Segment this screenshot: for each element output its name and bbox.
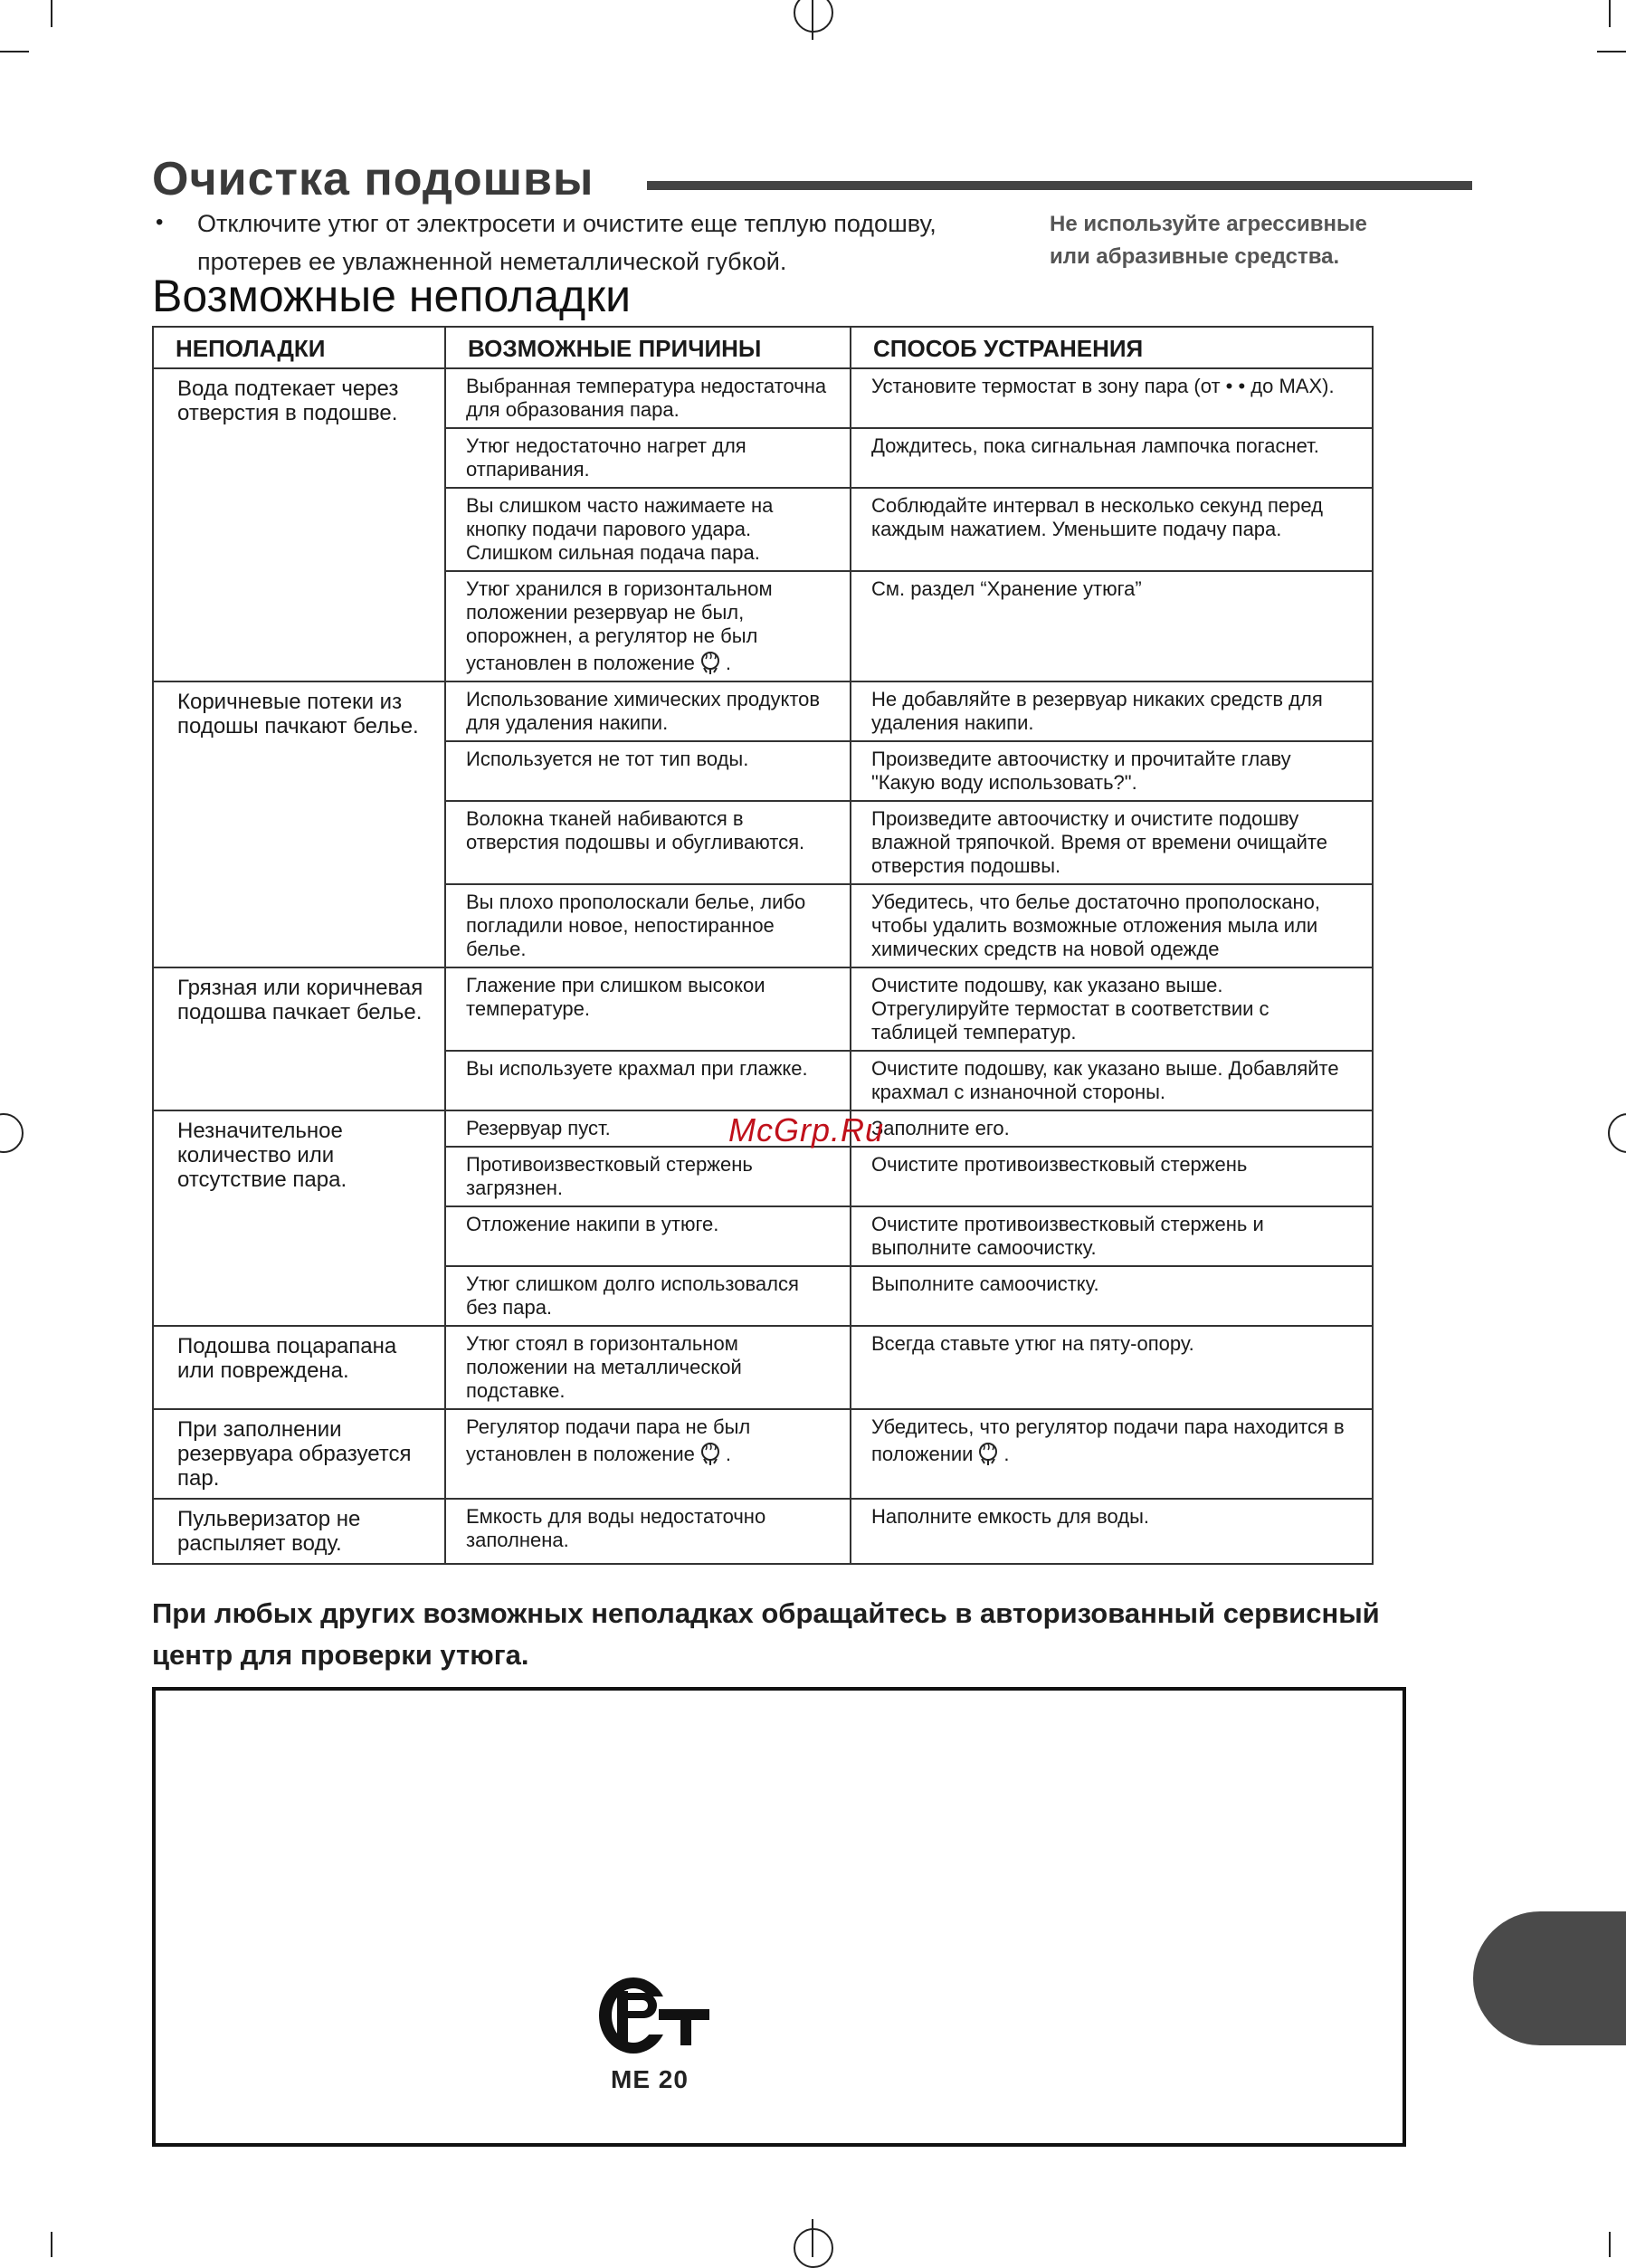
problem-cell: При заполнении резервуара образуется пар. (153, 1409, 445, 1499)
remedy-text: Не добавляйте в резервуар никаких средств для удаления накипи. (871, 688, 1323, 734)
header-problem: НЕПОЛАДКИ (153, 327, 445, 368)
remedy-text: См. раздел “Хранение утюга” (871, 577, 1142, 600)
cleaning-text: Отключите утюг от электросети и очистите еще теплую подошву, протерев ее увлажненной неметаллической губкой. (197, 210, 937, 275)
cause-text: Вы плохо прополоскали белье, либо погладили новое, непостиранное белье. (466, 891, 806, 960)
problem-cell: Пульверизатор не распыляет воду. (153, 1499, 445, 1564)
rst-logo-icon (597, 1975, 715, 2056)
remedy-cell (851, 884, 1373, 967)
table-row (153, 1499, 1373, 1564)
cause-cell (445, 741, 851, 801)
registration-mark-right (1608, 1113, 1626, 1153)
rst-certification-logo (597, 1975, 715, 2056)
remedy-text: Выполните самоочистку. (871, 1272, 1099, 1295)
cause-cell (445, 488, 851, 571)
cause-end: . (725, 1443, 732, 1465)
cause-cell (445, 368, 851, 428)
steam-off-icon (697, 1439, 724, 1466)
cause-text: Противоизвестковый стержень загрязнен. (466, 1153, 753, 1199)
certification-box (152, 1687, 1406, 2147)
cause-text: Утюг стоял в горизонтальном положении на металлической подставке. (466, 1332, 742, 1402)
cause-cell (445, 681, 851, 741)
cause-cell (445, 428, 851, 488)
problem-cell: Незначительное количество или отсутствие пара. (153, 1110, 445, 1326)
remedy-text: Наполните емкость для воды. (871, 1505, 1150, 1528)
cause-text: Резервуар пуст. (466, 1117, 611, 1139)
remedy-text: Очистите противоизвестковый стержень и выполните самоочистку. (871, 1213, 1264, 1259)
cause-text: Регулятор подачи пара не был установлен в положение (466, 1415, 751, 1465)
cause-text: Отложение накипи в утюге. (466, 1213, 719, 1235)
remedy-text: Убедитесь, что белье достаточно прополоскано, чтобы удалить возможные отложения мыла или химических средств на новой одежде (871, 891, 1321, 960)
cause-text: Глажение при слишком высокои температуре. (466, 974, 765, 1020)
table-row (153, 1409, 1373, 1499)
cause-text: Емкость для воды недостаточно заполнена. (466, 1505, 766, 1551)
crop-mark-top-right-h (1597, 51, 1626, 52)
problem-cell: Коричневые потеки из подошы пачкают белье. (153, 681, 445, 967)
remedy-cell (851, 1266, 1373, 1326)
page-tab (1473, 1911, 1626, 2045)
cause-cell (445, 967, 851, 1051)
registration-mark-left (0, 1113, 24, 1153)
final-note: При любых других возможных неполадках обращайтесь в авторизованный сервисный центр для проверки утюга. (152, 1597, 1380, 1671)
cleaning-warning: Не используйте агрессивные или абразивные средства. (1050, 212, 1367, 269)
header-remedy: СПОСОБ УСТРАНЕНИЯ (851, 327, 1373, 368)
table-row (153, 1326, 1373, 1409)
remedy-cell (851, 801, 1373, 884)
cause-text: Утюг недостаточно нагрет для отпаривания. (466, 434, 746, 481)
registration-mark-bottom (794, 2228, 833, 2268)
remedy-text: Всегда ставьте утюг на пяту-опору. (871, 1332, 1194, 1355)
remedy-cell (851, 681, 1373, 741)
remedy-cell (851, 1499, 1373, 1564)
remedy-text: Установите термостат в зону пара (от • • до MAX). (871, 375, 1335, 397)
remedy-text: Убедитесь, что регулятор подачи пара находится в положении (871, 1415, 1345, 1465)
remedy-cell (851, 571, 1373, 681)
problem-cell: Вода подтекает через отверстия в подошве. (153, 368, 445, 681)
remedy-cell (851, 368, 1373, 428)
cause-cell (445, 1326, 851, 1409)
registration-mark-top (794, 0, 833, 33)
cause-text: Утюг слишком долго использовался без пара. (466, 1272, 799, 1319)
registration-mark-bottom-line (812, 2219, 813, 2257)
remedy-cell (851, 1147, 1373, 1206)
remedy-text: Очистите противоизвестковый стержень (871, 1153, 1248, 1176)
remedy-text: Очистите подошву, как указано выше. Отрегулируйте термостат в соответствии с таблицей температур. (871, 974, 1269, 1043)
crop-mark-top-left-h (0, 51, 29, 52)
header-cause: ВОЗМОЖНЫЕ ПРИЧИНЫ (445, 327, 851, 368)
remedy-cell (851, 428, 1373, 488)
remedy-cell (851, 1409, 1373, 1499)
cause-text: Волокна тканей набиваются в отверстия подошвы и обугливаются. (466, 807, 805, 853)
cause-text: Вы используете крахмал при глажке. (466, 1057, 808, 1080)
watermark: McGrp.Ru (728, 1111, 885, 1148)
cause-cell (445, 571, 851, 681)
cause-cell (445, 1266, 851, 1326)
remedy-text: Дождитесь, пока сигнальная лампочка погаснет. (871, 434, 1319, 457)
remedy-text: Произведите автоочистку и прочитайте главу "Какую воду использовать?". (871, 748, 1291, 794)
remedy-text: Соблюдайте интервал в несколько секунд перед каждым нажатием. Уменьшите подачу пара. (871, 494, 1323, 540)
remedy-end: . (1003, 1443, 1010, 1465)
cause-cell (445, 1409, 851, 1499)
remedy-text: Очистите подошву, как указано выше. Добавляйте крахмал с изнаночной стороны. (871, 1057, 1339, 1103)
registration-mark-top-line (812, 0, 813, 40)
cause-cell (445, 1206, 851, 1266)
steam-off-icon (697, 648, 724, 675)
table-row (153, 368, 1373, 428)
certification-code: ME 20 (611, 2065, 689, 2093)
title-rule (647, 181, 1472, 190)
table-header-row (153, 327, 1373, 368)
cause-cell (445, 801, 851, 884)
crop-mark-top-left-v (51, 0, 52, 27)
table-body (153, 368, 1373, 1564)
remedy-cell (851, 967, 1373, 1051)
crop-mark-bottom-left-v (51, 2232, 52, 2257)
troubleshooting-title: Возможные неполадки (152, 271, 632, 321)
crop-mark-top-right-v (1609, 0, 1611, 27)
remedy-cell (851, 1051, 1373, 1110)
troubleshooting-table (152, 326, 1374, 1565)
cause-cell (445, 884, 851, 967)
steam-off-icon (975, 1439, 1002, 1466)
crop-mark-bottom-right-v (1609, 2232, 1611, 2257)
cause-cell (445, 1051, 851, 1110)
problem-cell: Подошва поцарапана или повреждена. (153, 1326, 445, 1409)
cause-text: Использование химических продуктов для удаления накипи. (466, 688, 821, 734)
cause-text: Выбранная температура недостаточна для образования пара. (466, 375, 827, 421)
bullet-icon: • (156, 210, 164, 234)
cleaning-title: Очистка подошвы (152, 153, 594, 205)
cause-text: Вы слишком часто нажимаете на кнопку подачи парового удара. Слишком сильная подача пара. (466, 494, 774, 564)
remedy-text: Произведите автоочистку и очистите подошву влажной тряпочкой. Время от времени очищайте отверстия подошвы. (871, 807, 1327, 877)
remedy-cell (851, 741, 1373, 801)
cause-text: Используется не тот тип воды. (466, 748, 749, 770)
cause-text: Утюг хранился в горизонтальном положении резервуар не был, опорожнен, а регулятор не был установлен в положение (466, 577, 773, 674)
remedy-text: Заполните его. (871, 1117, 1010, 1139)
cause-end: . (725, 652, 732, 674)
remedy-cell (851, 1206, 1373, 1266)
remedy-cell (851, 1326, 1373, 1409)
remedy-cell (851, 488, 1373, 571)
table-row (153, 681, 1373, 741)
problem-cell: Грязная или коричневая подошва пачкает белье. (153, 967, 445, 1110)
cause-cell (445, 1499, 851, 1564)
cause-cell (445, 1147, 851, 1206)
remedy-cell (851, 1110, 1373, 1147)
table-row (153, 967, 1373, 1051)
